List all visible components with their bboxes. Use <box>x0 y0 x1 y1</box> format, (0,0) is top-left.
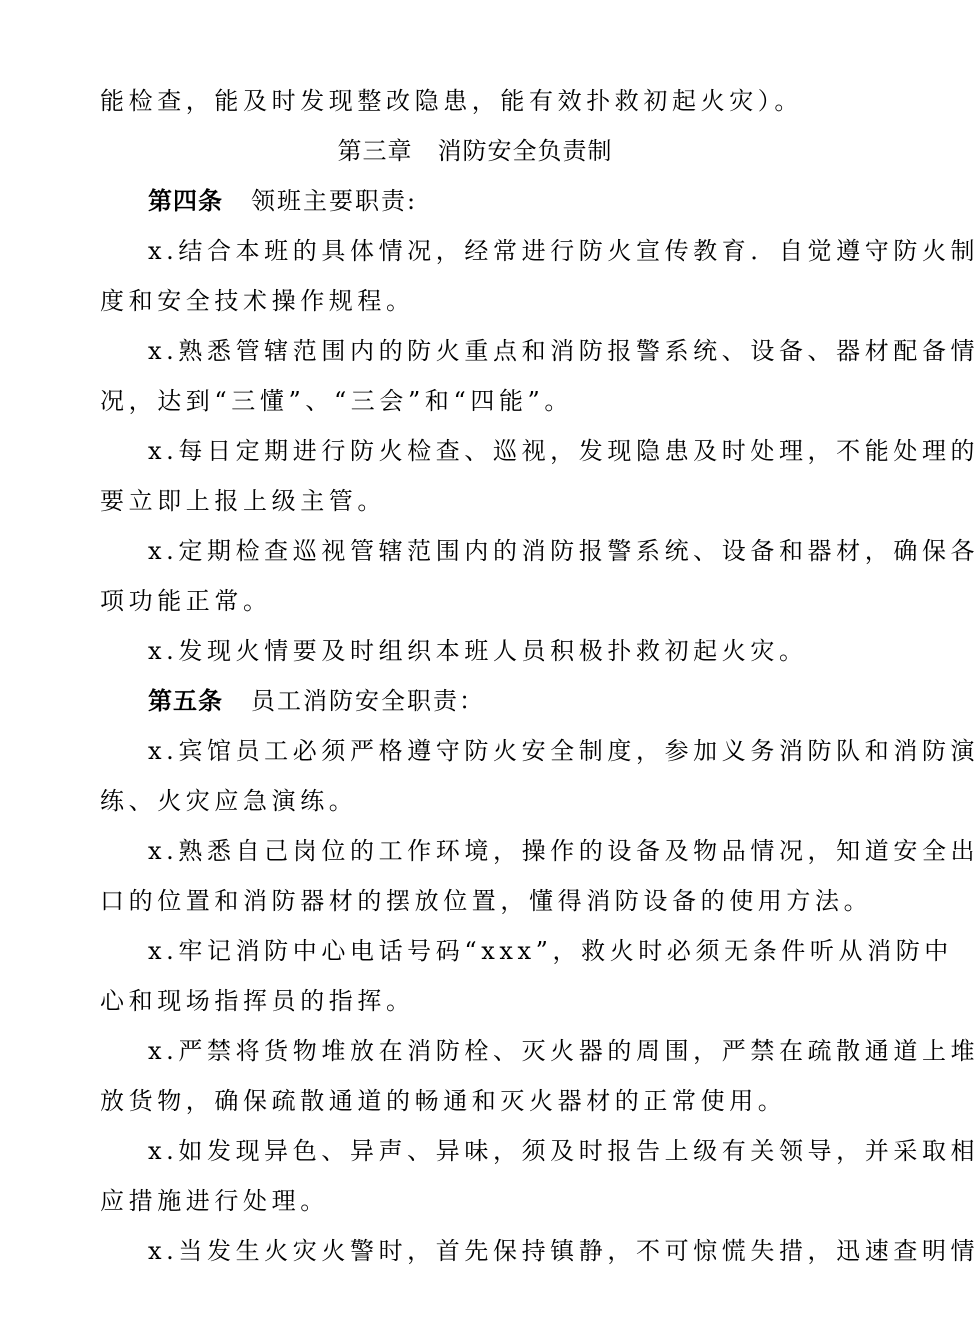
article5-item2-line1: x.熟悉自己岗位的工作环境，操作的设备及物品情况，知道安全出 <box>148 837 979 865</box>
article5-item6-line1: x.当发生火灾火警时，首先保持镇静，不可惊慌失措，迅速查明情 <box>148 1237 979 1265</box>
article5-item4-line1: x.严禁将货物堆放在消防栓、灭火器的周围，严禁在疏散通道上堆 <box>148 1037 979 1065</box>
article4-item4-line2: 项功能正常。 <box>100 587 272 615</box>
chapter-title: 第三章 消防安全负责制 <box>337 137 613 165</box>
article5-item5-line1: x.如发现异色、异声、异味，须及时报告上级有关领导，并采取相 <box>148 1137 979 1165</box>
article5-item3-line2: 心和现场指挥员的指挥。 <box>100 987 415 1015</box>
article4-title: 领班主要职责: <box>251 187 418 215</box>
article4-label: 第四条 <box>148 187 223 215</box>
article5-item5-line2: 应措施进行处理。 <box>100 1187 329 1215</box>
article5-title: 员工消防安全职责： <box>251 687 485 715</box>
article4-item1-line2: 度和安全技术操作规程。 <box>100 287 415 315</box>
article5-item4-line2: 放货物，确保疏散通道的畅通和灭火器材的正常使用。 <box>100 1087 787 1115</box>
article5-item1-line1: x.宾馆员工必须严格遵守防火安全制度，参加义务消防队和消防演 <box>148 737 979 765</box>
article5-item3-line1: x.牢记消防中心电话号码“xxx”，救火时必须无条件听从消防中 <box>148 937 953 965</box>
article5-heading <box>148 676 892 726</box>
article4-item3-line1: x.每日定期进行防火检查、巡视，发现隐患及时处理，不能处理的 <box>148 437 979 465</box>
article5-item2-line2: 口的位置和消防器材的摆放位置，懂得消防设备的使用方法。 <box>100 887 873 915</box>
article4-item4-line1: x.定期检查巡视管辖范围内的消防报警系统、设备和器材，确保各 <box>148 537 979 565</box>
article5-label: 第五条 <box>148 687 223 715</box>
continuation-line: 能检查，能及时发现整改隐患，能有效扑救初起火灾）。 <box>100 87 803 115</box>
article4-item2-line2: 况，达到“三懂”、“三会”和“四能”。 <box>100 387 574 415</box>
article4-item2-line1: x.熟悉管辖范围内的防火重点和消防报警系统、设备、器材配备情 <box>148 337 979 365</box>
article4-item1-line1: x.结合本班的具体情况，经常进行防火宣传教育．自觉遵守防火制 <box>148 237 979 265</box>
article5-item1-line2: 练、火灾应急演练。 <box>100 787 358 815</box>
article4-item3-line2: 要立即上报上级主管。 <box>100 487 386 515</box>
article4-item5-line1: x.发现火情要及时组织本班人员积极扑救初起火灾。 <box>148 637 808 665</box>
article4-heading <box>148 176 892 226</box>
